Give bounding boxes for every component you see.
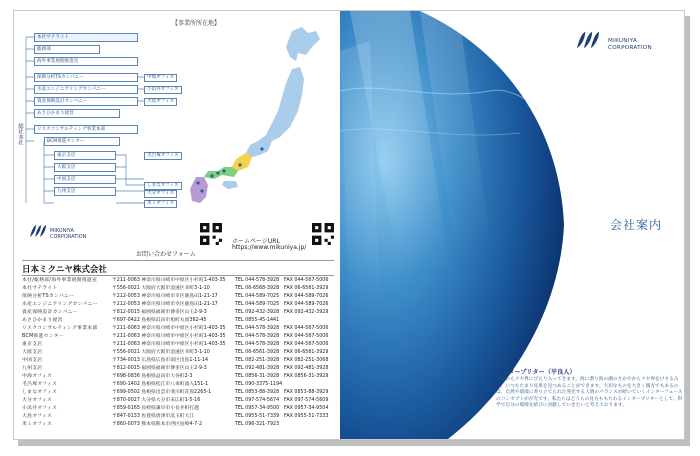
directory-office: 毛呂塚オフィス (22, 382, 58, 387)
directory-address: 〒697-0422 島根県浜田市旭町丸原362-45 (112, 318, 207, 323)
directory-fax: FAX 044-567-5006 (284, 334, 329, 339)
directory-tel: TEL 044-578-3928 (235, 342, 280, 347)
office-directory (22, 277, 340, 429)
directory-address: 〒698-0836 島根県益田市大谷町2-3 (112, 374, 193, 379)
directory-address: 〒859-0165 長崎県諫早市小長井町打越 (112, 406, 199, 411)
directory-fax: FAX 044-589-7026 (284, 302, 329, 307)
org-box-engineering-company: 水産エンジニアリングカンパニー (34, 85, 138, 94)
org-box-general-affairs: 総務部 (34, 45, 100, 54)
directory-fax: FAX 097-574-5609 (284, 398, 329, 403)
directory-office: 保険分析TSカンパニー (22, 294, 75, 299)
directory-tel: TEL 0957-34-9500 (235, 406, 280, 411)
office-box-oita: 大分オフィス (144, 190, 177, 198)
directory-office: 大島オフィス (22, 414, 53, 419)
directory-office: 本社サテライト (22, 286, 58, 291)
directory-fax: FAX 044-567-5006 (284, 278, 329, 283)
directory-fax: FAX 0856-31-3929 (284, 374, 329, 379)
directory-tel: TEL 0856-31-3928 (235, 374, 280, 379)
org-box-satellite: 本社サテライト (34, 33, 138, 42)
directory-row (22, 285, 340, 293)
directory-row (22, 277, 340, 285)
directory-office: 中海オフィス (22, 374, 53, 379)
directory-fax: FAX 092-481-3928 (284, 366, 329, 371)
directory-row (22, 349, 340, 357)
homepage-label: ホームページURL (232, 238, 280, 245)
directory-address: 〒847-0133 佐賀県唐津市浜玉町大江 (112, 414, 195, 419)
directory-fax: FAX 044-567-5006 (284, 342, 329, 347)
directory-tel: TEL 082-251-3928 (235, 358, 280, 363)
directory-address: 〒211-0063 神奈川県川崎市中原区小杉町1-403-35 (112, 334, 226, 339)
homepage-url[interactable]: https://www.mikuniya.jp/ (232, 244, 307, 251)
cover-brand-line1: MIKUNIYA (608, 38, 638, 44)
office-box-yonemi: 米ミオフィス (144, 200, 177, 208)
directory-row (22, 325, 340, 333)
directory-address: 〒870-0027 大分県大分市末広町1-5-16 (112, 398, 201, 403)
directory-address: 〒699-0502 島根県出雲市斐川町荘原2265-1 (112, 390, 212, 395)
directory-office: 水産エンジニアリングカンパニー (22, 302, 98, 307)
cover-brand-text (608, 38, 652, 52)
directory-row (22, 341, 340, 349)
contact-logo-line1: MIKUNIYA (50, 228, 74, 234)
directory-office: 小浜井オフィス (22, 406, 58, 411)
directory-tel: TEL 044-589-7025 (235, 294, 280, 299)
directory-address: 〒690-1402 島根県松江市八束町波入151-1 (112, 382, 209, 387)
contact-logo-text (50, 228, 86, 240)
directory-tel: TEL 0853-88-3928 (235, 390, 280, 395)
directory-row (22, 389, 340, 397)
map-title: 【事業所所在地】 (172, 20, 221, 27)
directory-tel: TEL 044-578-3928 (235, 326, 280, 331)
org-box-bcm: BCM推進センター (44, 137, 120, 146)
directory-row (22, 365, 340, 373)
directory-row (22, 333, 340, 341)
directory-tel: TEL 096-321-7923 (235, 422, 280, 427)
inquiry-qr-code[interactable] (200, 223, 222, 245)
directory-tel: TEL 097-574-5674 (235, 398, 280, 403)
directory-row (22, 397, 340, 405)
directory-tel: TEL 090-3375-1194 (235, 382, 283, 387)
homepage-qr-code[interactable] (312, 223, 334, 245)
directory-tel: TEL 06-6568-3928 (235, 286, 280, 291)
directory-row (22, 357, 340, 365)
directory-row (22, 373, 340, 381)
directory-address: 〒212-0053 神奈川県川崎市幸区鹿島田1-21-17 (112, 302, 218, 307)
inquiry-form-label: お問い合わせフォーム (136, 251, 196, 258)
directory-address: 〒211-0063 神奈川県川崎市中原区小杉町1-403-35 (112, 278, 226, 283)
directory-tel: TEL 044-589-7025 (235, 302, 280, 307)
org-box-kyushu: 九州支店 (54, 187, 116, 196)
brochure-spread (13, 10, 685, 440)
directory-address: 〒812-0015 福岡県福岡市博多区山王2-9-3 (112, 310, 207, 315)
office-box-oshima: 大島オフィス (144, 98, 177, 106)
org-box-tokyo: 東京支店 (54, 151, 116, 160)
cover-title: 会社案内 (610, 218, 663, 232)
directory-address: 〒556-0021 大阪府大阪市浪速区幸町3-1-10 (112, 286, 210, 291)
contact-logo-line2: CORPORATION (50, 234, 87, 240)
directory-office: 資産保険設計カンパニー (22, 310, 78, 315)
directory-address: 〒812-0015 福岡県福岡市博多区山王2-9-3 (112, 366, 207, 371)
directory-office: 九州支店 (22, 366, 43, 371)
directory-row (22, 421, 340, 429)
org-box-asset-company: 資産保険設計カンパニー (34, 97, 138, 106)
directory-address: 〒211-0063 神奈川県川崎市中原区小杉町1-403-35 (112, 326, 226, 331)
directory-office: 大阪支店 (22, 350, 43, 355)
caption-body: 水中からクセ界にびたり入ってきます。海に潜り海の潮のさかやからクセ界をけするみと、いつもたまり見果を見つめることができます。大切なものを大きく親方でもあるのは、自然や環境に寄り立てられた発光する人情のバランスが続いていくインターフェースのコンセプトがが光です。私たちはどうらの見方ももちわるインタープリターとして、科学で自分の環境を結びに貢献していきたいと考えております。 (496, 377, 683, 409)
org-box-overseas: 海外事業展開推進室 (34, 57, 138, 66)
cover-logo-icon (572, 29, 604, 51)
directory-office: リスクコンサルティング事業本部 (22, 326, 98, 331)
office-box-shimana: しまなオフィス (144, 182, 182, 190)
company-divider-top (22, 260, 334, 261)
directory-fax: FAX 0853-88-3929 (284, 390, 329, 395)
directory-tel: TEL 092-481-3928 (235, 366, 280, 371)
directory-address: 〒556-0021 大阪府大阪市浪速区幸町3-1-10 (112, 350, 210, 355)
directory-fax: FAX 044-589-7026 (284, 294, 329, 299)
caption-heading: インタープリター（平良人） (496, 369, 576, 376)
directory-row (22, 413, 340, 421)
directory-address: 〒734-0013 広島県広島市南区出島1-11-14 (112, 358, 209, 363)
directory-address: 〒212-0053 神奈川県川崎市幸区鹿島田1-21-17 (112, 294, 218, 299)
directory-fax: FAX 0957-34-9504 (284, 406, 329, 411)
directory-office: しまなオフィス (22, 390, 58, 395)
directory-office: 大分オフィス (22, 398, 53, 403)
directory-row (22, 309, 340, 317)
org-root-label: 総社本社 (17, 123, 23, 145)
directory-address: 〒211-0063 神奈川県川崎市中原区小杉町1-403-35 (112, 342, 226, 347)
directory-office: BCM推進センター (22, 334, 64, 339)
org-box-asahi: あさひかまり経営 (34, 109, 120, 118)
directory-office: あさひかまり経営 (22, 318, 63, 323)
directory-fax: FAX 044-567-5006 (284, 326, 329, 331)
directory-tel: TEL 092-432-3928 (235, 310, 280, 315)
cover-brand-line2: CORPORATION (608, 45, 652, 51)
org-box-chugoku: 中国支店 (54, 175, 116, 184)
directory-tel: TEL 0855-45-1441 (235, 318, 280, 323)
directory-row (22, 293, 340, 301)
directory-tel: TEL 044-578-3928 (235, 278, 280, 283)
org-box-osaka: 大阪支店 (54, 163, 116, 172)
directory-fax: FAX 06-6561-3929 (284, 286, 329, 291)
directory-office: 中国支店 (22, 358, 43, 363)
directory-row (22, 301, 340, 309)
company-divider-bottom (22, 275, 334, 276)
company-name: 日本ミクニヤ株式会社 (22, 265, 107, 275)
directory-fax: FAX 06-6561-3929 (284, 350, 329, 355)
directory-tel: TEL 044-578-3928 (235, 334, 280, 339)
directory-office: 米ミオフィス (22, 422, 53, 427)
directory-tel: TEL 0955-51-7339 (235, 414, 280, 419)
directory-fax: FAX 092-432-3929 (284, 310, 329, 315)
directory-office: 東京支店 (22, 342, 43, 347)
directory-fax: FAX 082-251-3068 (284, 358, 329, 363)
directory-row (22, 381, 340, 389)
japan-map (174, 25, 334, 207)
directory-address: 〒860-0073 熊本県熊本市西区島崎4-7-2 (112, 422, 203, 427)
directory-fax: FAX 0955-51-7333 (284, 414, 329, 419)
org-box-risk-consulting: リスクコンサルティング事業本部 (34, 125, 138, 134)
mikuniya-logo-icon (28, 223, 48, 239)
org-box-ts-company: 保険分析TSカンパニー (34, 73, 138, 82)
directory-row (22, 405, 340, 413)
office-box-nakaumi: 中海オフィス (144, 74, 177, 82)
office-box-kohamai: 小浜井オフィス (144, 86, 182, 94)
directory-office: 本社/総務部/海外事業展開推進室 (22, 278, 98, 283)
directory-row (22, 317, 340, 325)
back-cover-page (14, 11, 340, 439)
office-box-morozuka: 毛呂塚オフィス (144, 152, 182, 160)
directory-tel: TEL 06-6561-3928 (235, 350, 280, 355)
